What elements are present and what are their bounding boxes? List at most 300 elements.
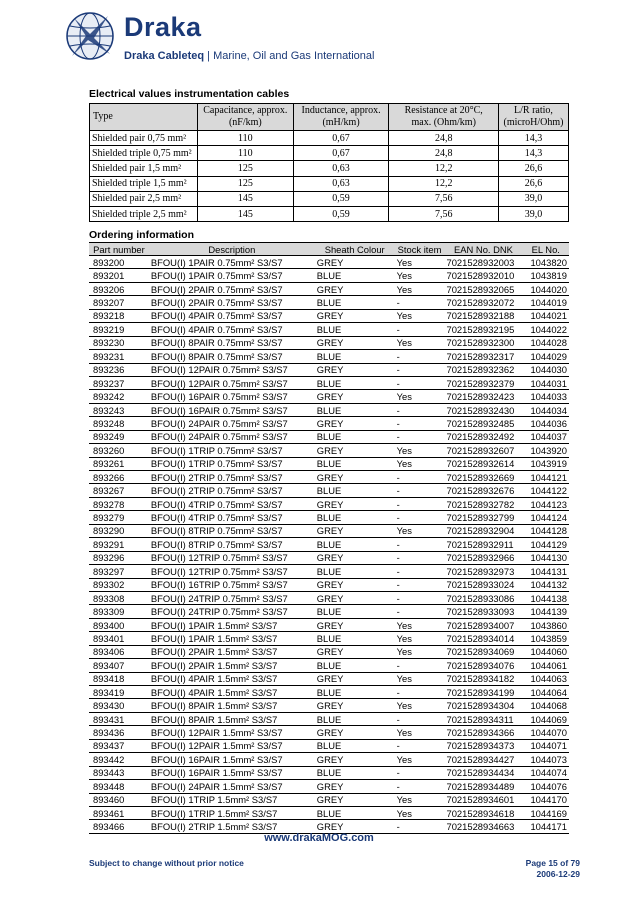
header-inductance-line1: Inductance, approx. <box>301 105 381 116</box>
cell-part-number: 893437 <box>89 739 149 752</box>
cell-ean: 7021528932904 <box>445 524 523 537</box>
cell-description: BFOU(I) 2PAIR 1.5mm² S3/S7 <box>149 645 315 658</box>
cell-description: BFOU(I) 8PAIR 0.75mm² S3/S7 <box>149 336 315 349</box>
electrical-values-table <box>89 103 569 222</box>
cell-resistance: 7,56 <box>389 191 499 206</box>
cell-el-no: 1044068 <box>522 699 569 712</box>
cell-ean: 7021528933093 <box>445 605 523 618</box>
cell-inductance: 0,63 <box>293 161 389 176</box>
cell-capacitance: 110 <box>197 146 293 161</box>
cell-resistance: 12,2 <box>389 161 499 176</box>
cell-stock-item: Yes <box>395 793 445 806</box>
table-row <box>89 323 569 336</box>
cell-stock-item: Yes <box>395 699 445 712</box>
cell-el-no: 1043860 <box>522 618 569 631</box>
tagline-rest: | Marine, Oil and Gas International <box>204 50 375 62</box>
cell-description: BFOU(I) 8PAIR 1.5mm² S3/S7 <box>149 699 315 712</box>
cell-stock-item: - <box>395 780 445 793</box>
footer-website-link[interactable]: www.drakaMOG.com <box>264 832 374 844</box>
cell-ean: 7021528934199 <box>445 686 523 699</box>
cell-description: BFOU(I) 1PAIR 1.5mm² S3/S7 <box>149 632 315 645</box>
table-row <box>89 793 569 806</box>
cell-sheath-colour: GREY <box>315 390 395 403</box>
table-row <box>89 457 569 470</box>
cell-sheath-colour: GREY <box>315 793 395 806</box>
cell-part-number: 893308 <box>89 591 149 604</box>
ordering-header-row <box>89 243 569 256</box>
header-type: Type <box>90 104 198 131</box>
cell-stock-item: Yes <box>395 753 445 766</box>
cell-el-no: 1043859 <box>522 632 569 645</box>
cell-stock-item: - <box>395 538 445 551</box>
cell-resistance: 24,8 <box>389 131 499 146</box>
cell-description: BFOU(I) 4TRIP 0.75mm² S3/S7 <box>149 511 315 524</box>
cell-ean: 7021528932300 <box>445 336 523 349</box>
cell-el-no: 1044020 <box>522 282 569 295</box>
cell-lr-ratio: 26,6 <box>499 176 569 191</box>
cell-el-no: 1044069 <box>522 712 569 725</box>
table-row <box>89 726 569 739</box>
table-row <box>89 269 569 282</box>
table-row <box>89 645 569 658</box>
electrical-row <box>90 206 569 221</box>
cell-sheath-colour: GREY <box>315 256 395 269</box>
table-row <box>89 390 569 403</box>
cell-ean: 7021528932676 <box>445 484 523 497</box>
cell-part-number: 893297 <box>89 565 149 578</box>
cell-sheath-colour: BLUE <box>315 538 395 551</box>
table-row <box>89 632 569 645</box>
header-inductance-line2: (mH/km) <box>322 117 360 128</box>
cell-el-no: 1044061 <box>522 659 569 672</box>
cell-sheath-colour: BLUE <box>315 296 395 309</box>
cell-ean: 7021528932010 <box>445 269 523 282</box>
cell-el-no: 1044076 <box>522 780 569 793</box>
cell-stock-item: Yes <box>395 672 445 685</box>
cell-part-number: 893309 <box>89 605 149 618</box>
cell-ean: 7021528932430 <box>445 403 523 416</box>
header-ean: EAN No. DNK <box>445 243 523 256</box>
header-resistance <box>389 104 499 131</box>
cell-description: BFOU(I) 2TRIP 1.5mm² S3/S7 <box>149 820 315 833</box>
cell-stock-item: - <box>395 591 445 604</box>
cell-part-number: 893442 <box>89 753 149 766</box>
table-row <box>89 430 569 443</box>
cell-el-no: 1044170 <box>522 793 569 806</box>
cell-ean: 7021528932362 <box>445 363 523 376</box>
cell-sheath-colour: BLUE <box>315 350 395 363</box>
table-row <box>89 256 569 269</box>
cell-part-number: 893460 <box>89 793 149 806</box>
cell-part-number: 893201 <box>89 269 149 282</box>
cell-sheath-colour: BLUE <box>315 712 395 725</box>
cell-ean: 7021528932799 <box>445 511 523 524</box>
cell-stock-item: Yes <box>395 309 445 322</box>
cell-part-number: 893249 <box>89 430 149 443</box>
cell-type: Shielded triple 1,5 mm² <box>90 176 198 191</box>
cell-lr-ratio: 14,3 <box>499 131 569 146</box>
table-row <box>89 605 569 618</box>
table-row <box>89 497 569 510</box>
table-row <box>89 578 569 591</box>
cell-description: BFOU(I) 12PAIR 0.75mm² S3/S7 <box>149 376 315 389</box>
cell-sheath-colour: BLUE <box>315 323 395 336</box>
cell-el-no: 1044033 <box>522 390 569 403</box>
cell-lr-ratio: 39,0 <box>499 191 569 206</box>
cell-part-number: 893407 <box>89 659 149 672</box>
cell-stock-item: - <box>395 430 445 443</box>
table-row <box>89 471 569 484</box>
cell-stock-item: Yes <box>395 632 445 645</box>
cell-part-number: 893461 <box>89 806 149 819</box>
cell-part-number: 893436 <box>89 726 149 739</box>
cell-part-number: 893296 <box>89 551 149 564</box>
table-row <box>89 350 569 363</box>
cell-sheath-colour: GREY <box>315 524 395 537</box>
table-row <box>89 739 569 752</box>
header-lr-line2: (microH/Ohm) <box>503 117 564 128</box>
cell-stock-item: - <box>395 471 445 484</box>
cell-inductance: 0,67 <box>293 131 389 146</box>
cell-stock-item: - <box>395 363 445 376</box>
header-capacitance-line2: (nF/km) <box>228 117 262 128</box>
cell-part-number: 893302 <box>89 578 149 591</box>
cell-description: BFOU(I) 24PAIR 0.75mm² S3/S7 <box>149 417 315 430</box>
cell-ean: 7021528934489 <box>445 780 523 793</box>
cell-stock-item: Yes <box>395 618 445 631</box>
cell-stock-item: - <box>395 417 445 430</box>
cell-el-no: 1044073 <box>522 753 569 766</box>
cell-el-no: 1044128 <box>522 524 569 537</box>
cell-sheath-colour: BLUE <box>315 565 395 578</box>
cell-stock-item: Yes <box>395 645 445 658</box>
cell-sheath-colour: GREY <box>315 618 395 631</box>
table-row <box>89 672 569 685</box>
cell-ean: 7021528932003 <box>445 256 523 269</box>
cell-ean: 7021528932317 <box>445 350 523 363</box>
cell-description: BFOU(I) 1PAIR 1.5mm² S3/S7 <box>149 618 315 631</box>
cell-ean: 7021528934069 <box>445 645 523 658</box>
table-row <box>89 699 569 712</box>
table-row <box>89 659 569 672</box>
cell-ean: 7021528932607 <box>445 444 523 457</box>
cell-stock-item: - <box>395 403 445 416</box>
header-capacitance-line1: Capacitance, approx. <box>203 105 288 116</box>
table-row <box>89 686 569 699</box>
draka-logo <box>64 10 484 70</box>
cell-el-no: 1044130 <box>522 551 569 564</box>
cell-stock-item: - <box>395 484 445 497</box>
cell-el-no: 1044071 <box>522 739 569 752</box>
cell-description: BFOU(I) 2PAIR 0.75mm² S3/S7 <box>149 296 315 309</box>
cell-part-number: 893419 <box>89 686 149 699</box>
table-row <box>89 403 569 416</box>
table-row <box>89 417 569 430</box>
cell-stock-item: - <box>395 739 445 752</box>
tagline-bold: Draka Cableteq <box>124 50 205 62</box>
cell-sheath-colour: BLUE <box>315 457 395 470</box>
table-row <box>89 780 569 793</box>
cell-sheath-colour: BLUE <box>315 605 395 618</box>
cell-description: BFOU(I) 16TRIP 0.75mm² S3/S7 <box>149 578 315 591</box>
cell-el-no: 1044021 <box>522 309 569 322</box>
cell-ean: 7021528932188 <box>445 309 523 322</box>
cell-stock-item: - <box>395 296 445 309</box>
cell-description: BFOU(I) 2PAIR 0.75mm² S3/S7 <box>149 282 315 295</box>
cell-part-number: 893261 <box>89 457 149 470</box>
cell-part-number: 893431 <box>89 712 149 725</box>
ordering-section-title: Ordering information <box>89 229 194 241</box>
cell-part-number: 893248 <box>89 417 149 430</box>
cell-capacitance: 110 <box>197 131 293 146</box>
cell-ean: 7021528934182 <box>445 672 523 685</box>
table-row <box>89 363 569 376</box>
cell-el-no: 1044122 <box>522 484 569 497</box>
cell-stock-item: - <box>395 376 445 389</box>
cell-sheath-colour: BLUE <box>315 806 395 819</box>
cell-part-number: 893231 <box>89 350 149 363</box>
cell-el-no: 1044070 <box>522 726 569 739</box>
cell-el-no: 1044019 <box>522 296 569 309</box>
cell-el-no: 1043819 <box>522 269 569 282</box>
cell-stock-item: Yes <box>395 444 445 457</box>
cell-type: Shielded pair 0,75 mm² <box>90 131 198 146</box>
cell-el-no: 1044074 <box>522 766 569 779</box>
cell-description: BFOU(I) 4PAIR 0.75mm² S3/S7 <box>149 309 315 322</box>
cell-ean: 7021528934373 <box>445 739 523 752</box>
cell-sheath-colour: GREY <box>315 726 395 739</box>
cell-el-no: 1044139 <box>522 605 569 618</box>
cell-description: BFOU(I) 8TRIP 0.75mm² S3/S7 <box>149 524 315 537</box>
cell-sheath-colour: GREY <box>315 578 395 591</box>
cell-resistance: 12,2 <box>389 176 499 191</box>
cell-part-number: 893406 <box>89 645 149 658</box>
cell-stock-item: - <box>395 578 445 591</box>
header-part-number: Part number <box>89 243 149 256</box>
cell-el-no: 1044030 <box>522 363 569 376</box>
footer-disclaimer: Subject to change without prior notice <box>89 858 244 868</box>
cell-description: BFOU(I) 24PAIR 0.75mm² S3/S7 <box>149 430 315 443</box>
cell-part-number: 893401 <box>89 632 149 645</box>
table-row <box>89 336 569 349</box>
cell-sheath-colour: GREY <box>315 282 395 295</box>
cell-resistance: 7,56 <box>389 206 499 221</box>
cell-sheath-colour: BLUE <box>315 430 395 443</box>
cell-el-no: 1044060 <box>522 645 569 658</box>
cell-stock-item: Yes <box>395 726 445 739</box>
header-resistance-line2: max. (Ohm/km) <box>411 117 476 128</box>
cell-el-no: 1044034 <box>522 403 569 416</box>
cell-stock-item: - <box>395 686 445 699</box>
cell-sheath-colour: BLUE <box>315 403 395 416</box>
cell-ean: 7021528932072 <box>445 296 523 309</box>
cell-sheath-colour: GREY <box>315 780 395 793</box>
cell-description: BFOU(I) 16PAIR 1.5mm² S3/S7 <box>149 766 315 779</box>
header-el-no: EL No. <box>522 243 569 256</box>
cell-inductance: 0,67 <box>293 146 389 161</box>
table-row <box>89 591 569 604</box>
globe-icon <box>64 10 116 62</box>
cell-sheath-colour: GREY <box>315 497 395 510</box>
cell-el-no: 1044036 <box>522 417 569 430</box>
cell-ean: 7021528934311 <box>445 712 523 725</box>
cell-description: BFOU(I) 12PAIR 1.5mm² S3/S7 <box>149 739 315 752</box>
table-row <box>89 618 569 631</box>
electrical-row <box>90 161 569 176</box>
cell-part-number: 893266 <box>89 471 149 484</box>
cell-el-no: 1044131 <box>522 565 569 578</box>
cell-sheath-colour: GREY <box>315 699 395 712</box>
cell-type: Shielded triple 0,75 mm² <box>90 146 198 161</box>
cell-el-no: 1044132 <box>522 578 569 591</box>
table-row <box>89 296 569 309</box>
cell-type: Shielded pair 2,5 mm² <box>90 191 198 206</box>
cell-description: BFOU(I) 12TRIP 0.75mm² S3/S7 <box>149 565 315 578</box>
cell-lr-ratio: 14,3 <box>499 146 569 161</box>
cell-capacitance: 125 <box>197 176 293 191</box>
table-row <box>89 524 569 537</box>
table-row <box>89 806 569 819</box>
cell-el-no: 1044124 <box>522 511 569 524</box>
cell-el-no: 1044028 <box>522 336 569 349</box>
table-row <box>89 484 569 497</box>
cell-part-number: 893242 <box>89 390 149 403</box>
footer-page-number: Page 15 of 79 <box>525 858 580 868</box>
cell-ean: 7021528934366 <box>445 726 523 739</box>
cell-ean: 7021528932614 <box>445 457 523 470</box>
cell-ean: 7021528934618 <box>445 806 523 819</box>
cell-el-no: 1043820 <box>522 256 569 269</box>
cell-inductance: 0,59 <box>293 191 389 206</box>
cell-part-number: 893278 <box>89 497 149 510</box>
cell-sheath-colour: GREY <box>315 471 395 484</box>
cell-stock-item: - <box>395 820 445 833</box>
cell-ean: 7021528932065 <box>445 282 523 295</box>
cell-ean: 7021528933024 <box>445 578 523 591</box>
electrical-section-title: Electrical values instrumentation cables <box>89 88 290 100</box>
cell-el-no: 1044129 <box>522 538 569 551</box>
cell-stock-item: - <box>395 766 445 779</box>
cell-sheath-colour: GREY <box>315 820 395 833</box>
cell-ean: 7021528934007 <box>445 618 523 631</box>
cell-capacitance: 145 <box>197 191 293 206</box>
header-description: Description <box>149 243 315 256</box>
header-inductance <box>293 104 389 131</box>
cell-ean: 7021528932669 <box>445 471 523 484</box>
cell-description: BFOU(I) 24PAIR 1.5mm² S3/S7 <box>149 780 315 793</box>
cell-lr-ratio: 26,6 <box>499 161 569 176</box>
cell-stock-item: - <box>395 712 445 725</box>
cell-sheath-colour: GREY <box>315 417 395 430</box>
header-resistance-line1: Resistance at 20°C, <box>404 105 483 116</box>
electrical-header-row <box>90 104 569 131</box>
cell-description: BFOU(I) 4PAIR 1.5mm² S3/S7 <box>149 672 315 685</box>
cell-ean: 7021528934076 <box>445 659 523 672</box>
cell-part-number: 893207 <box>89 296 149 309</box>
cell-ean: 7021528933086 <box>445 591 523 604</box>
cell-sheath-colour: BLUE <box>315 376 395 389</box>
table-row <box>89 282 569 295</box>
cell-part-number: 893290 <box>89 524 149 537</box>
cell-sheath-colour: BLUE <box>315 484 395 497</box>
table-row <box>89 565 569 578</box>
cell-part-number: 893243 <box>89 403 149 416</box>
table-row <box>89 376 569 389</box>
cell-capacitance: 145 <box>197 206 293 221</box>
cell-el-no: 1044123 <box>522 497 569 510</box>
table-row <box>89 309 569 322</box>
cell-stock-item: Yes <box>395 390 445 403</box>
header-sheath-colour: Sheath Colour <box>315 243 395 256</box>
table-row <box>89 444 569 457</box>
cell-sheath-colour: BLUE <box>315 511 395 524</box>
cell-description: BFOU(I) 4TRIP 0.75mm² S3/S7 <box>149 497 315 510</box>
cell-description: BFOU(I) 2TRIP 0.75mm² S3/S7 <box>149 484 315 497</box>
cell-ean: 7021528932379 <box>445 376 523 389</box>
cell-stock-item: - <box>395 551 445 564</box>
header-capacitance <box>197 104 293 131</box>
header-lr-line1: L/R ratio, <box>514 105 553 116</box>
header-stock-item: Stock item <box>395 243 445 256</box>
cell-stock-item: Yes <box>395 524 445 537</box>
cell-part-number: 893218 <box>89 309 149 322</box>
cell-description: BFOU(I) 12TRIP 0.75mm² S3/S7 <box>149 551 315 564</box>
cell-part-number: 893260 <box>89 444 149 457</box>
cell-el-no: 1043920 <box>522 444 569 457</box>
cell-part-number: 893448 <box>89 780 149 793</box>
cell-stock-item: - <box>395 511 445 524</box>
cell-ean: 7021528932195 <box>445 323 523 336</box>
cell-sheath-colour: BLUE <box>315 632 395 645</box>
cell-capacitance: 125 <box>197 161 293 176</box>
cell-el-no: 1044029 <box>522 350 569 363</box>
cell-el-no: 1044064 <box>522 686 569 699</box>
cell-el-no: 1044063 <box>522 672 569 685</box>
table-row <box>89 551 569 564</box>
brand-name: Draka <box>124 12 202 42</box>
cell-el-no: 1044171 <box>522 820 569 833</box>
cell-ean: 7021528934601 <box>445 793 523 806</box>
cell-stock-item: Yes <box>395 457 445 470</box>
cell-ean: 7021528932973 <box>445 565 523 578</box>
table-row <box>89 712 569 725</box>
cell-resistance: 24,8 <box>389 146 499 161</box>
cell-description: BFOU(I) 4PAIR 1.5mm² S3/S7 <box>149 686 315 699</box>
cell-sheath-colour: BLUE <box>315 766 395 779</box>
cell-part-number: 893267 <box>89 484 149 497</box>
cell-description: BFOU(I) 8PAIR 0.75mm² S3/S7 <box>149 350 315 363</box>
cell-ean: 7021528934014 <box>445 632 523 645</box>
cell-sheath-colour: BLUE <box>315 269 395 282</box>
cell-description: BFOU(I) 1TRIP 1.5mm² S3/S7 <box>149 806 315 819</box>
cell-part-number: 893200 <box>89 256 149 269</box>
cell-sheath-colour: GREY <box>315 591 395 604</box>
cell-description: BFOU(I) 2TRIP 0.75mm² S3/S7 <box>149 471 315 484</box>
cell-sheath-colour: GREY <box>315 363 395 376</box>
cell-ean: 7021528934304 <box>445 699 523 712</box>
cell-ean: 7021528934663 <box>445 820 523 833</box>
cell-part-number: 893443 <box>89 766 149 779</box>
cell-el-no: 1044037 <box>522 430 569 443</box>
table-row <box>89 538 569 551</box>
ordering-information-table <box>89 242 569 834</box>
cell-stock-item: - <box>395 565 445 578</box>
cell-ean: 7021528932782 <box>445 497 523 510</box>
cell-description: BFOU(I) 1TRIP 0.75mm² S3/S7 <box>149 457 315 470</box>
cell-description: BFOU(I) 24TRIP 0.75mm² S3/S7 <box>149 605 315 618</box>
cell-ean: 7021528932911 <box>445 538 523 551</box>
cell-part-number: 893230 <box>89 336 149 349</box>
